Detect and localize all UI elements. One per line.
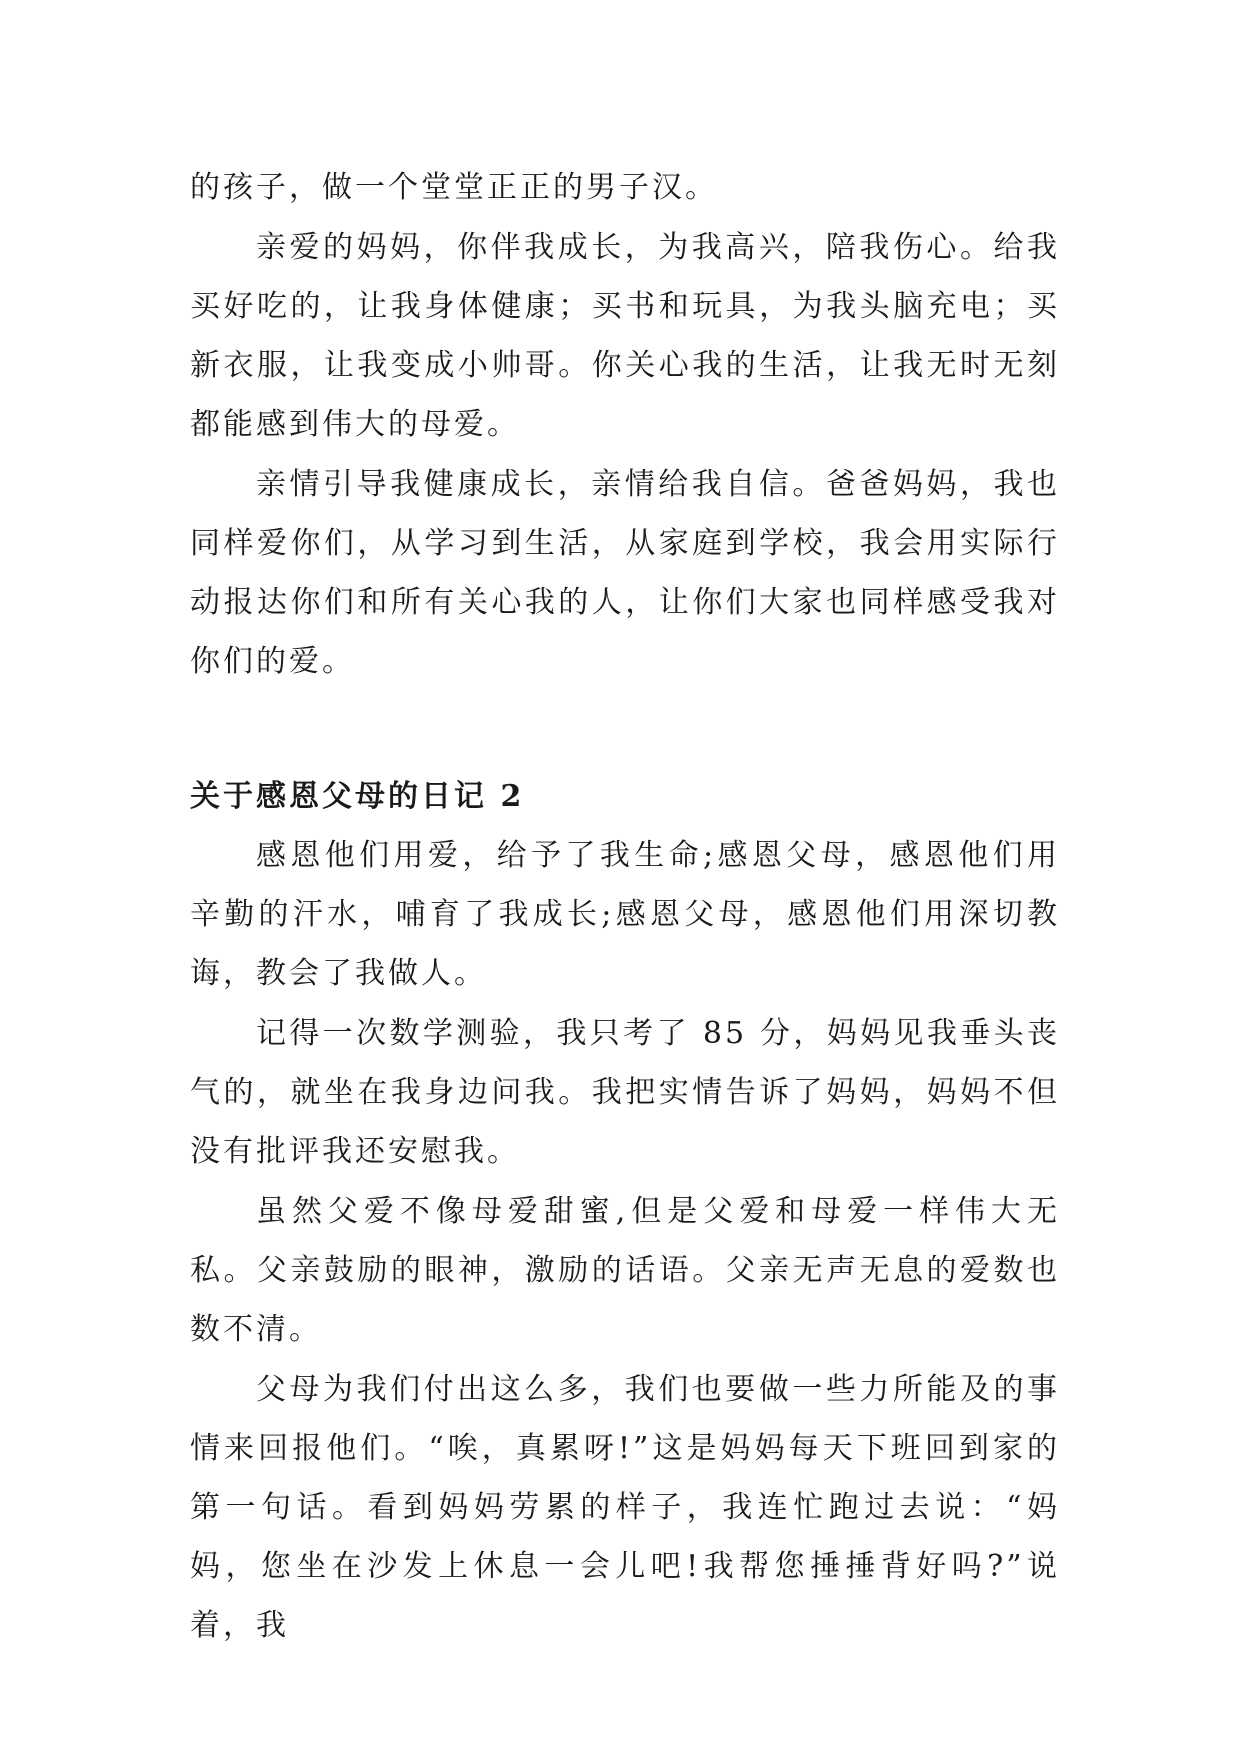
paragraph: 父母为我们付出这么多，我们也要做一些力所能及的事情来回报他们。“唉，真累呀!”这是妈妈每天下班回到家的第一句话。看到妈妈劳累的样子，我连忙跑过去说：“妈妈，您坐在沙发上休息一会儿吧!我帮您捶捶背好吗?”说着，我: [190, 1372, 1060, 1643]
paragraph-continuation: 的孩子，做一个堂堂正正的男子汉。: [190, 170, 718, 205]
text-column: [190, 158, 1060, 1656]
paragraph: 记得一次数学测验，我只考了 85 分，妈妈见我垂头丧气的，就坐在我身边问我。我把实情告诉了妈妈，妈妈不但没有批评我还安慰我。: [190, 1016, 1060, 1169]
paragraph: 亲情引导我健康成长，亲情给我自信。爸爸妈妈，我也同样爱你们，从学习到生活，从家庭到学校，我会用实际行动报达你们和所有关心我的人，让你们大家也同样感受我对你们的爱。: [190, 467, 1060, 679]
paragraph: 感恩他们用爱，给予了我生命;感恩父母，感恩他们用辛勤的汗水，哺育了我成长;感恩父母，感恩他们用深切教诲，教会了我做人。: [190, 838, 1060, 991]
paragraph: 亲爱的妈妈，你伴我成长，为我高兴，陪我伤心。给我买好吃的，让我身体健康；买书和玩具，为我头脑充电；买新衣服，让我变成小帅哥。你关心我的生活，让我无时无刻都能感到伟大的母爱。: [190, 230, 1060, 442]
section-title: 关于感恩父母的日记 2: [190, 779, 525, 814]
paragraph: 虽然父爱不像母爱甜蜜,但是父爱和母爱一样伟大无私。父亲鼓励的眼神，激励的话语。父亲无声无息的爱数也数不清。: [190, 1194, 1060, 1347]
